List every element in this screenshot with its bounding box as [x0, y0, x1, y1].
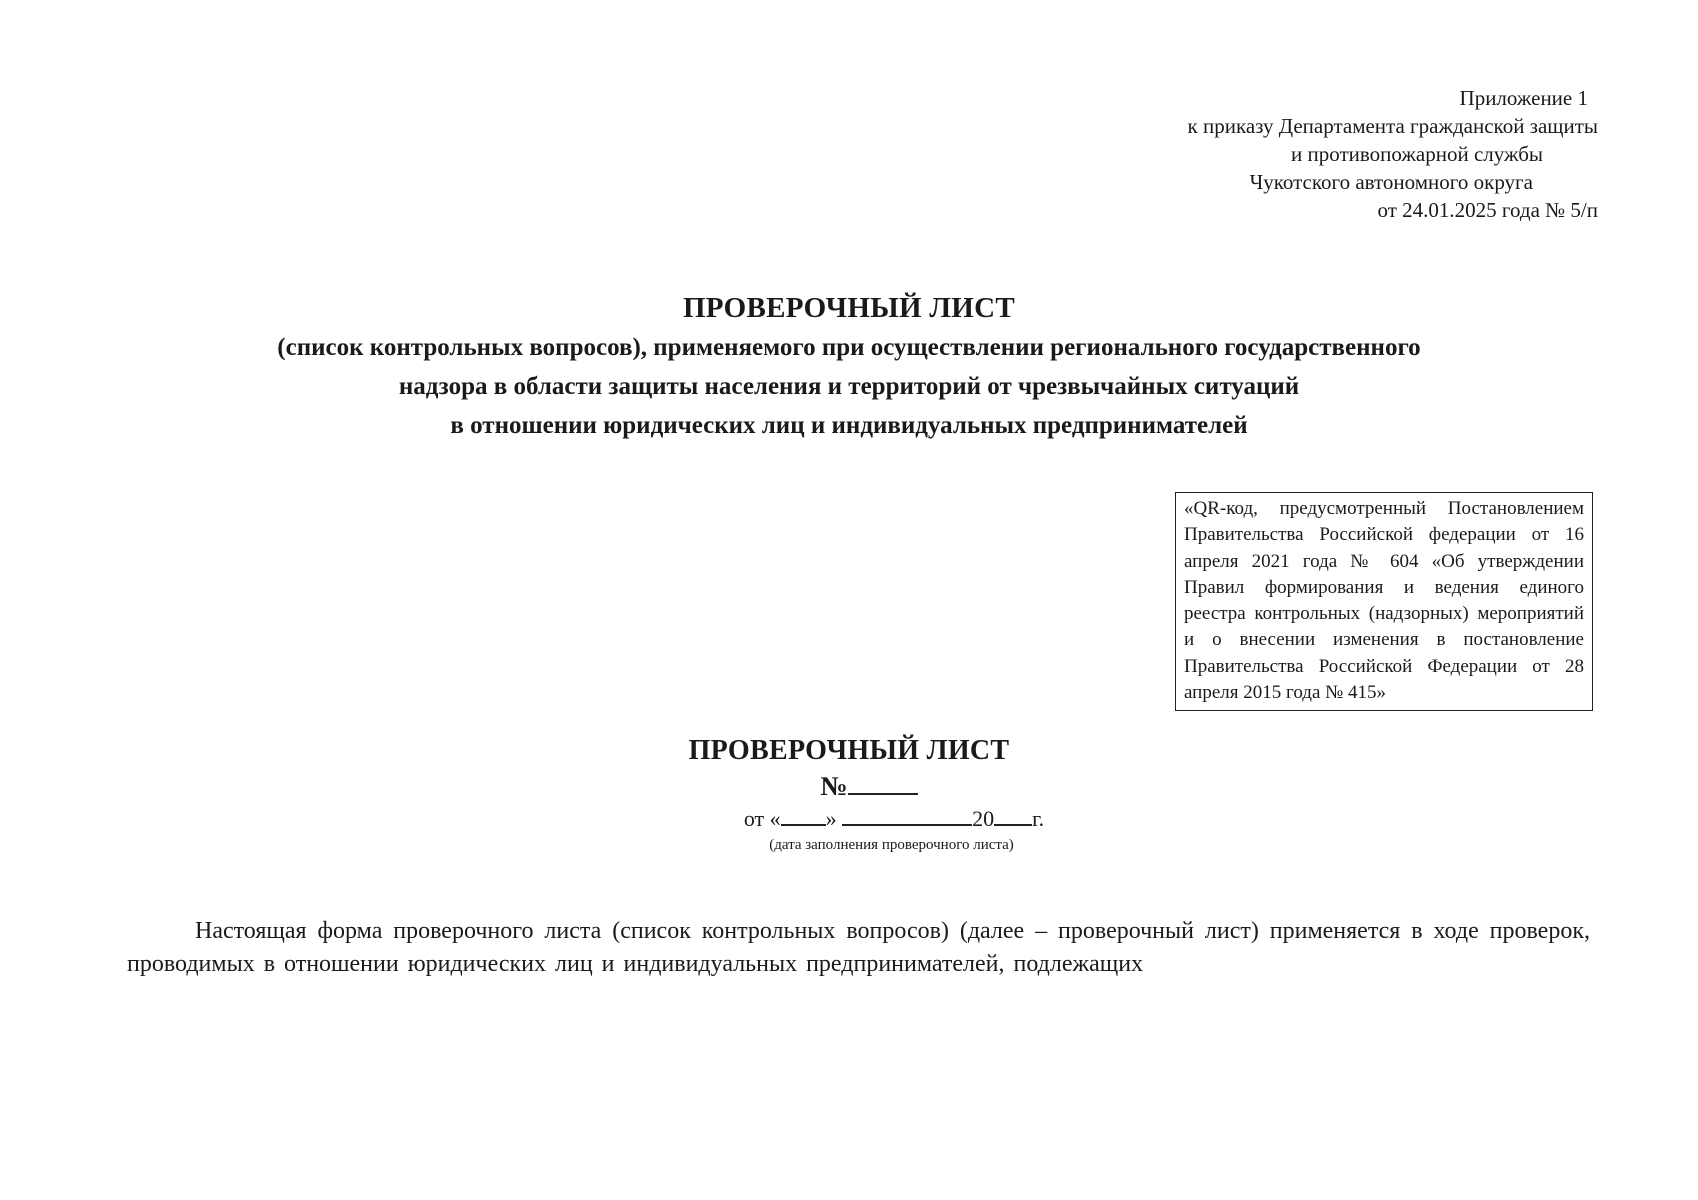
appendix-block — [1078, 84, 1598, 224]
qr-code-note-box — [1175, 492, 1593, 711]
appendix-line-1: Приложение 1 — [1459, 86, 1588, 110]
date-day-blank — [781, 823, 826, 826]
date-month-blank — [842, 823, 972, 826]
date-quote-close: » — [825, 806, 837, 831]
form-date-line — [90, 803, 1698, 835]
qr-code-note-text: «QR-код, предусмотренный Постановлением Правительства Российской федерации от 16 апреля 2021 года № 604 «Об утверждении Правил формирования и ведения единого реестра контрольных (надзорных) мероприятий и о внесении изменения в постановление Правительства Российской Федерации от 28 апреля 2015 года № 415» — [1184, 498, 1584, 704]
heading-title: ПРОВЕРОЧНЫЙ ЛИСТ — [682, 292, 1016, 324]
form-title: ПРОВЕРОЧНЫЙ ЛИСТ — [688, 735, 1010, 766]
document-heading — [0, 288, 1698, 445]
appendix-line-4: Чукотского автономного округа — [1249, 170, 1533, 194]
form-number — [40, 769, 1698, 803]
heading-subtitle-line-3: в отношении юридических лиц и индивидуальных предпринимателей — [450, 412, 1248, 439]
form-number-blank — [848, 792, 918, 795]
date-year-prefix: 20 — [972, 806, 995, 831]
appendix-line-2: к приказу Департамента гражданской защиты — [1187, 114, 1598, 138]
body-paragraph: Настоящая форма проверочного листа (список контрольных вопросов) (далее – проверочный лист) применяется в ходе проверок, проводимых в отношении юридических лиц и индивидуальных предпринимателей, подлежащих — [127, 918, 1590, 977]
date-prefix: от « — [743, 806, 781, 831]
date-suffix: г. — [1032, 806, 1045, 831]
heading-subtitle-line-1: (список контрольных вопросов), применяемого при осуществлении регионального государственного — [277, 334, 1421, 361]
date-caption: (дата заполнения проверочного листа) — [769, 837, 1014, 853]
date-year-blank — [994, 823, 1032, 826]
appendix-line-3: и противопожарной службы — [1291, 142, 1543, 166]
heading-subtitle-line-2: надзора в области защиты населения и территорий от чрезвычайных ситуаций — [398, 373, 1300, 400]
form-head — [0, 733, 1698, 855]
form-number-label: № — [820, 771, 848, 801]
appendix-line-5: от 24.01.2025 года № 5/п — [1377, 198, 1598, 222]
